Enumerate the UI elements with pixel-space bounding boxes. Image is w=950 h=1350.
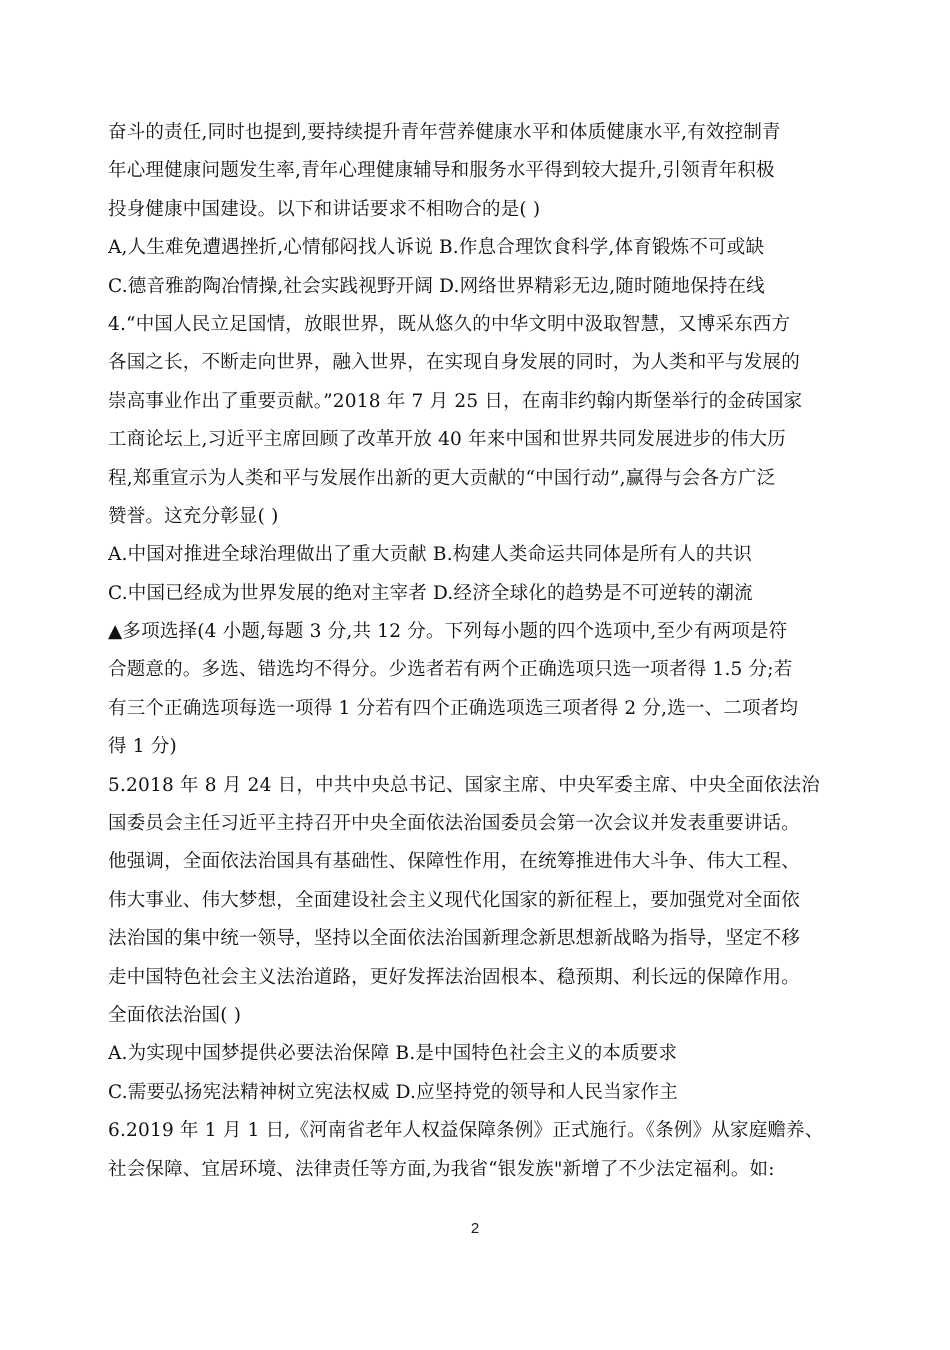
text-line: 程,郑重宣示为人类和平与发展作出新的更大贡献的“中国行动”,赢得与会各方广泛 xyxy=(108,467,776,489)
page-content xyxy=(108,114,848,1189)
question-4-line: 4.“中国人民立足国情，放眼世界，既从悠久的中华文明中汲取智慧，又博采东西方 xyxy=(108,313,791,335)
text-line: 法治国的集中统一领导，坚持以全面依法治国新理念新思想新战略为指导，坚定不移 xyxy=(108,928,800,950)
text-line: 国委员会主任习近平主持召开中央全面依法治国委员会第一次会议并发表重要讲话。 xyxy=(108,813,800,835)
option-line: C.德音雅韵陶冶情操,社会实践视野开阔 D.网络世界精彩无边,随时随地保持在线 xyxy=(108,275,765,297)
text-line: 伟大事业、伟大梦想，全面建设社会主义现代化国家的新征程上，要加强党对全面依 xyxy=(108,889,800,911)
question-6-line: 6.2019 年 1 月 1 日,《河南省老年人权益保障条例》正式施行。《条例》从家庭赡养、 xyxy=(108,1120,824,1142)
option-line: A,人生难免遭遇挫折,心情郁闷找人诉说 B.作息合理饮食科学,体育锻炼不可或缺 xyxy=(108,237,765,259)
text-line: 他强调，全面依法治国具有基础性、保障性作用，在统筹推进伟大斗争、伟大工程、 xyxy=(108,851,800,873)
text-line: 工商论坛上,习近平主席回顾了改革开放 40 年来中国和世界共同发展进步的伟大历 xyxy=(108,429,786,451)
option-line: C.需要弘扬宪法精神树立宪法权威 D.应坚持党的领导和人民当家作主 xyxy=(108,1081,678,1103)
text-line: 得 1 分) xyxy=(108,736,177,758)
option-line: A.中国对推进全球治理做出了重大贡献 B.构建人类命运共同体是所有人的共识 xyxy=(108,544,752,566)
option-line: A.为实现中国梦提供必要法治保障 B.是中国特色社会主义的本质要求 xyxy=(108,1043,678,1065)
question-5-line: 5.2018 年 8 月 24 日，中共中央总书记、国家主席、中央军委主席、中央全面依法治 xyxy=(108,774,820,796)
text-line: 有三个正确选项每选一项得 1 分若有四个正确选项选三项者得 2 分,选一、二项者均 xyxy=(108,697,799,719)
text-line: 合题意的。多选、错选均不得分。少选者若有两个正确选项只选一项者得 1.5 分;若 xyxy=(108,659,793,681)
text-line: 崇高事业作出了重要贡献。”2018 年 7 月 25 日，在南非约翰内斯堡举行的金砖国家 xyxy=(108,390,803,412)
text-line: 全面依法治国( ) xyxy=(108,1004,242,1026)
text-line: 奋斗的责任,同时也提到,要持续提升青年营养健康水平和体质健康水平,有效控制青 xyxy=(108,122,781,143)
page-number: 2 xyxy=(470,1220,480,1237)
text-line: 走中国特色社会主义法治道路，更好发挥法治固根本、稳预期、利长远的保障作用。 xyxy=(108,966,800,988)
section-heading-line: ▲多项选择(4 小题,每题 3 分,共 12 分。下列每小题的四个选项中,至少有两项是符 xyxy=(108,621,788,643)
text-line: 投身健康中国建设。以下和讲话要求不相吻合的是( ) xyxy=(108,198,541,220)
text-line: 各国之长，不断走向世界，融入世界，在实现自身发展的同时，为人类和平与发展的 xyxy=(108,352,800,374)
text-line: 社会保障、宜居环境、法律责任等方面,为我省“银发族"新增了不少法定福利。如: xyxy=(108,1158,775,1180)
option-line: C.中国已经成为世界发展的绝对主宰者 D.经济全球化的趋势是不可逆转的潮流 xyxy=(108,582,753,604)
text-line: 赞誉。这充分彰显( ) xyxy=(108,505,279,527)
text-line: 年心理健康问题发生率,青年心理健康辅导和服务水平得到较大提升,引领青年积极 xyxy=(108,160,775,182)
